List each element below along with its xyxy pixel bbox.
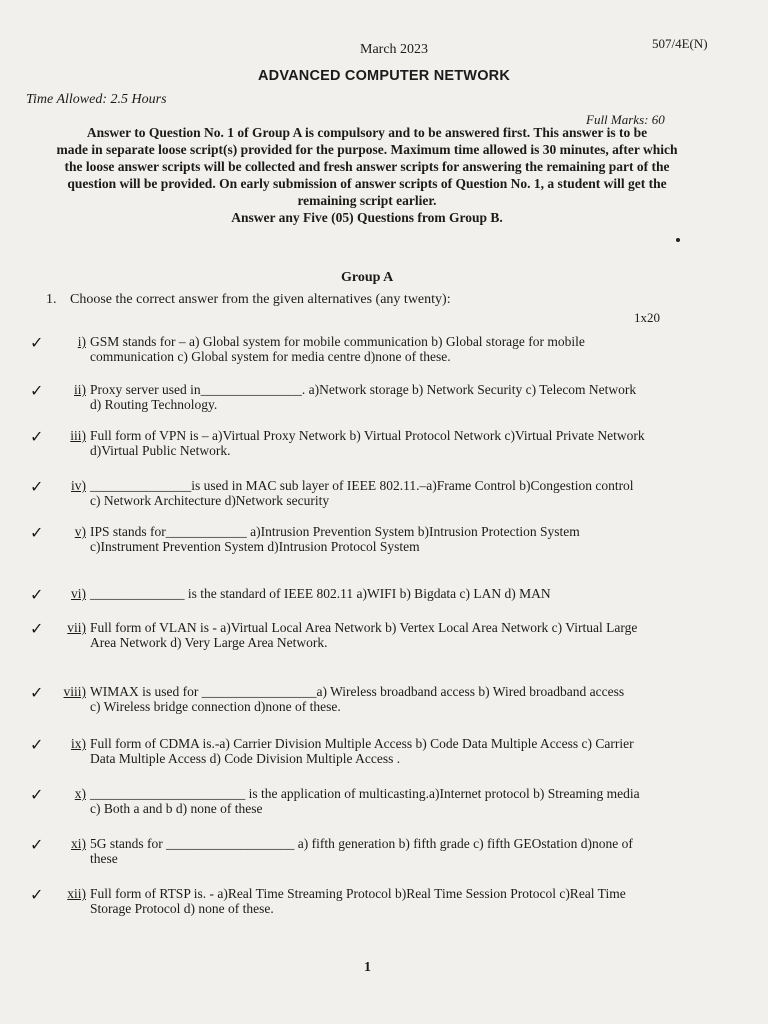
tick-mark-icon: ✓ <box>30 887 44 904</box>
mcq-item <box>30 836 708 866</box>
instruction-line: Answer any Five (05) Questions from Group B. <box>231 210 503 225</box>
page-number: 1 <box>364 960 371 975</box>
group-a-heading: Group A <box>341 270 394 285</box>
mcq-item <box>30 586 708 604</box>
item-text-continued: these <box>90 851 118 866</box>
mcq-item <box>30 786 708 816</box>
item-text: Full form of VPN is – a)Virtual Proxy Network b) Virtual Protocol Network c)Virtual Private Network <box>90 428 645 443</box>
item-number: iv) <box>71 478 86 493</box>
item-text-continued: Data Multiple Access d) Code Division Multiple Access . <box>90 751 401 766</box>
item-text: IPS stands for____________ a)Intrusion Prevention System b)Intrusion Protection System <box>90 524 580 539</box>
paper-title: ADVANCED COMPUTER NETWORK <box>257 68 511 84</box>
mcq-item <box>30 736 708 766</box>
item-number: ix) <box>71 736 86 751</box>
question-1 <box>46 292 666 308</box>
item-text-continued: c) Both a and b d) none of these <box>90 801 263 816</box>
tick-mark-icon: ✓ <box>30 787 44 804</box>
tick-mark-icon: ✓ <box>30 335 44 352</box>
item-text-continued: c) Wireless bridge connection d)none of these. <box>90 699 341 714</box>
tick-mark-icon: ✓ <box>30 383 44 400</box>
item-text-continued: Storage Protocol d) none of these. <box>90 901 274 916</box>
item-text: Full form of RTSP is. - a)Real Time Streaming Protocol b)Real Time Session Protocol c)Real Time <box>90 886 626 901</box>
item-number: ii) <box>74 382 86 397</box>
tick-mark-icon: ✓ <box>30 429 44 446</box>
item-text-continued: c) Network Architecture d)Network security <box>90 493 330 508</box>
tick-mark-icon: ✓ <box>30 737 44 754</box>
question-text: Choose the correct answer from the given alternatives (any twenty): <box>70 292 451 307</box>
question-marks: 1x20 <box>634 310 660 325</box>
mcq-item <box>30 478 708 508</box>
instruction-line: Answer to Question No. 1 of Group A is compulsory and to be answered first. This answer is to be <box>86 125 648 140</box>
item-number: xi) <box>71 836 86 851</box>
item-text-continued: Area Network d) Very Large Area Network. <box>90 635 328 650</box>
ink-dot <box>676 238 680 242</box>
exam-date: March 2023 <box>360 42 429 57</box>
item-number: v) <box>74 524 86 539</box>
question-number: 1. <box>46 292 57 307</box>
item-text: Full form of CDMA is.-a) Carrier Division Multiple Access b) Code Data Multiple Access c) Carrier <box>90 736 634 751</box>
item-text: 5G stands for ___________________ a) fifth generation b) fifth grade c) fifth GEOstation d)none of <box>90 836 633 851</box>
mcq-item <box>30 428 708 458</box>
tick-mark-icon: ✓ <box>30 479 44 496</box>
item-number: x) <box>74 786 86 801</box>
tick-mark-icon: ✓ <box>30 587 44 604</box>
instruction-line: the loose answer scripts will be collected and fresh answer scripts for answering the remaining part of the <box>64 159 670 174</box>
time-allowed: Time Allowed: 2.5 Hours <box>26 92 167 107</box>
tick-mark-icon: ✓ <box>30 837 44 854</box>
item-number: i) <box>77 334 86 349</box>
item-number: xii) <box>67 886 86 901</box>
tick-mark-icon: ✓ <box>30 621 44 638</box>
item-text: GSM stands for – a) Global system for mobile communication b) Global storage for mobile <box>90 334 585 349</box>
item-text: WIMAX is used for _________________a) Wireless broadband access b) Wired broadband access <box>90 684 625 699</box>
item-text-continued: communication c) Global system for media centre d)none of these. <box>90 349 451 364</box>
tick-mark-icon: ✓ <box>30 685 44 702</box>
mcq-item <box>30 886 708 916</box>
item-text: _______________________ is the application of multicasting.a)Internet protocol b) Streaming media <box>90 786 640 801</box>
mcq-item <box>30 334 708 364</box>
item-text-continued: d) Routing Technology. <box>90 397 218 412</box>
item-number: vii) <box>67 620 86 635</box>
item-text: ______________ is the standard of IEEE 802.11 a)WIFI b) Bigdata c) LAN d) MAN <box>90 586 551 601</box>
instruction-line: remaining script earlier. <box>297 193 437 208</box>
item-text-continued: d)Virtual Public Network. <box>90 443 231 458</box>
instruction-line: made in separate loose script(s) provided for the purpose. Maximum time allowed is 30 minutes, after which <box>56 142 678 157</box>
instructions <box>32 124 702 226</box>
mcq-item <box>30 684 708 714</box>
mcq-item <box>30 382 708 412</box>
item-text: Proxy server used in_______________. a)Network storage b) Network Security c) Telecom Network <box>90 382 637 397</box>
item-number: iii) <box>70 428 86 443</box>
item-text-continued: c)Instrument Prevention System d)Intrusion Protocol System <box>90 539 420 554</box>
item-text: _______________is used in MAC sub layer of IEEE 802.11.–a)Frame Control b)Congestion control <box>90 478 634 493</box>
instruction-line: question will be provided. On early submission of answer scripts of Question No. 1, a student will get the <box>67 176 667 191</box>
tick-mark-icon: ✓ <box>30 525 44 542</box>
mcq-item <box>30 524 708 554</box>
item-number: viii) <box>63 684 86 699</box>
item-text: Full form of VLAN is - a)Virtual Local Area Network b) Vertex Local Area Network c) Virtual Large <box>90 620 638 635</box>
item-number: vi) <box>71 586 86 601</box>
paper-code: 507/4E(N) <box>652 36 708 51</box>
full-marks: Full Marks: 60 <box>586 112 665 127</box>
mcq-item <box>30 620 708 650</box>
